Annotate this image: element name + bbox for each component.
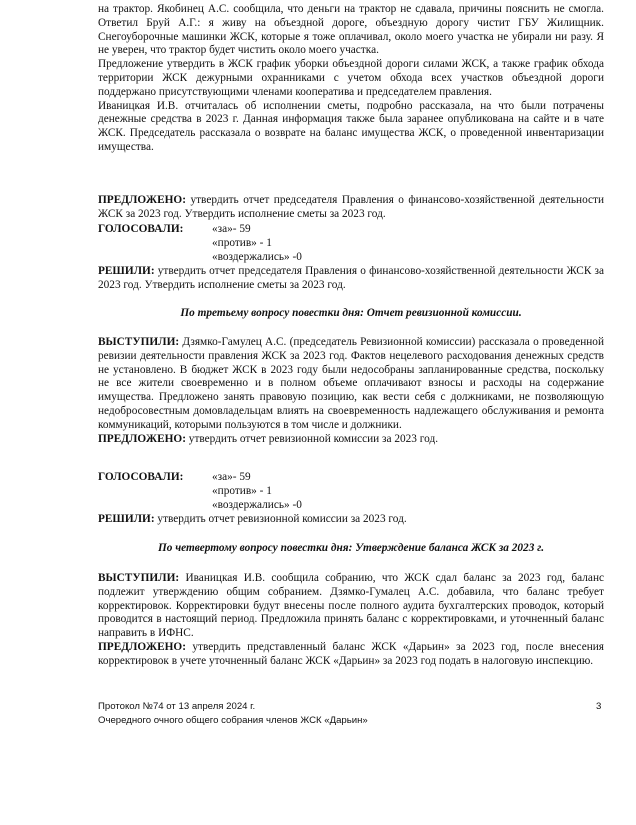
paragraph-proposal-schedule: Предложение утвердить в ЖСК график уборки объездной дороги силами ЖСК, а также график обхода территории ЖСК дежурными охранниками с учетом обхода всех участков объездной дороги поддержано присутствующими членами кооператива и председателем правления. (98, 58, 604, 98)
q2-decided (98, 265, 604, 293)
voted-label: ГОЛОСОВАЛИ: (98, 471, 184, 483)
proposed-text: утвердить отчет председателя Правления о финансово-хозяйственной деятельности ЖСК за 2023 год. Утвердить исполнение сметы за 2023 год. (98, 194, 604, 220)
vote-against: «против» - 1 (212, 237, 272, 249)
footer-meeting: Очередного очного общего собрания членов ЖСК «Дарьин» (98, 715, 368, 726)
q4-block (98, 572, 604, 669)
vote-against: «против» - 1 (212, 485, 272, 497)
agenda-heading-4: По четвертому вопросу повестки дня: Утверждение баланса ЖСК за 2023 г. (157, 542, 545, 554)
vote-for: «за»- 59 (212, 223, 251, 235)
intro-block (98, 3, 604, 155)
vote-abstained: «воздержались» -0 (212, 499, 302, 511)
q3-decided (98, 513, 604, 527)
decided-label: РЕШИЛИ: (98, 513, 155, 525)
q2-proposed (98, 194, 604, 222)
paragraph-tractor: на трактор. Якобинец А.С. сообщила, что деньги на трактор не сдавала, причины пояснить не смогла. Ответил Бруй А.Г.: я живу на объездной дороге, объездную дорогу чистит ГБУ Жилищник. Снегоуборочные машинки ЖСК, которые я тоже оплачивал, около моего участка не убирали ни разу. Я не уверен, что трактор будет чистить около моего участка. (98, 3, 604, 57)
spoke-text: Дзямко-Гамулец А.С. (председатель Ревизионной комиссии) рассказала о проведенной ревизии деятельности правления ЖСК за 2023 год. Фактов нецелевого расходования денежных средств не установлено. В бюджет ЖСК в 2023 году были недособраны запланированные средства, поскольку не все жители своевременно и в полном объеме оплачивают взносы и расходы на содержание имущества. Предложено занять правовую позицию, как вести себя с должниками, не позволяющую недобросовестным домовладельцам влиять на своевременность надлежащего обслуживания и ремонта коммуникаций, которыми пользуются в том числе и должники. (98, 336, 604, 431)
proposed-text: утвердить представленный баланс ЖСК «Дарьин» за 2023 год, после внесения корректировок в учете уточненный баланс ЖСК «Дарьин» за 2023 год подать в налоговую инспекцию. (98, 640, 604, 667)
page-number: 3 (596, 701, 602, 712)
proposed-text: утвердить отчет ревизионной комиссии за 2023 год. (185, 432, 439, 445)
decided-text: утвердить отчет ревизионной комиссии за 2023 год. (154, 513, 407, 525)
paragraph-budget-report: Иваницкая И.В. отчиталась об исполнении сметы, подробно рассказала, на что были потрачены денежные средства в 2023 г. Данная информация также была заранее опубликована на сайте и в чате ЖСК. Председатель рассказала о возврате на баланс имущества ЖСК, о проведенной инвентаризации имущества. (98, 99, 604, 153)
vote-abstained: «воздержались» -0 (212, 251, 302, 263)
proposed-label: ПРЕДЛОЖЕНО: (98, 432, 186, 445)
voted-label: ГОЛОСОВАЛИ: (98, 223, 184, 235)
q3-block (98, 336, 604, 446)
proposed-label: ПРЕДЛОЖЕНО: (98, 640, 186, 653)
vote-for: «за»- 59 (212, 471, 251, 483)
spoke-label: ВЫСТУПИЛИ: (98, 572, 180, 584)
proposed-label: ПРЕДЛОЖЕНО: (98, 194, 186, 206)
footer-protocol: Протокол №74 от 13 апреля 2024 г. (98, 701, 256, 712)
agenda-heading-3: По третьему вопросу повестки дня: Отчет ревизионной комиссии. (180, 307, 522, 319)
decided-label: РЕШИЛИ: (98, 265, 155, 277)
spoke-text: Иваницкая И.В. сообщила собранию, что ЖСК сдал баланс за 2023 год, баланс подлежит утверждению общим собранием. Дзямко-Гумалец А.С. добавила, что баланс требует корректировок. Корректировки будут внесены после полного аудита бухгалтерских проводок, который проводится в настоящий период. Предложила принять баланс с корректировками, и уточненный баланс направить в ИФНС. (98, 572, 604, 640)
spoke-label: ВЫСТУПИЛИ: (98, 336, 180, 348)
decided-text: утвердить отчет председателя Правления о финансово-хозяйственной деятельности ЖСК за 2023 год. Утвердить исполнение сметы за 2023 год. (98, 265, 604, 291)
